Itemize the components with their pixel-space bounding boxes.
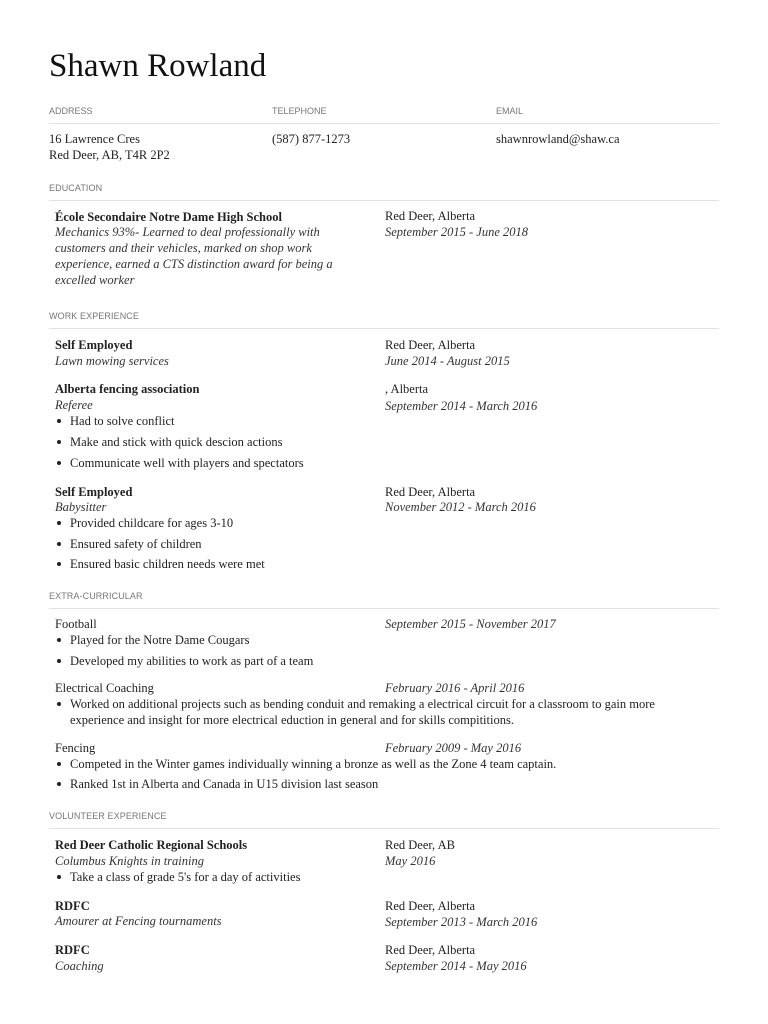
telephone-label: TELEPHONE — [272, 106, 327, 116]
extra-bullet: Competed in the Winter games individually winning a bronze as well as the Zone 4 team captain. — [70, 756, 700, 772]
job-location: Red Deer, Alberta — [385, 485, 476, 499]
job-location: , Alberta — [385, 382, 429, 396]
address-label: ADDRESS — [49, 106, 93, 116]
education-dates: September 2015 - June 2018 — [385, 225, 529, 239]
extra-dates: September 2015 - November 2017 — [385, 617, 556, 631]
job-employer: Self Employed — [55, 338, 133, 352]
volunteer-dates: September 2014 - May 2016 — [385, 959, 527, 973]
job-dates: June 2014 - August 2015 — [385, 354, 510, 368]
volunteer-location: Red Deer, Alberta — [385, 943, 476, 957]
job-role: Lawn mowing services — [55, 354, 169, 368]
email-value: shawnrowland@shaw.ca — [496, 132, 620, 146]
education-location: Red Deer, Alberta — [385, 209, 476, 223]
extra-activity: Football — [55, 617, 97, 631]
volunteer-role: Amourer at Fencing tournaments — [55, 914, 222, 928]
contact-divider — [49, 123, 719, 124]
job-bullet: Communicate well with players and spectators — [70, 455, 304, 471]
volunteer-dates: September 2013 - March 2016 — [385, 915, 538, 929]
extra-dates: February 2016 - April 2016 — [385, 681, 525, 695]
volunteer-org: RDFC — [55, 943, 90, 957]
volunteer-divider — [49, 828, 719, 829]
job-bullet: Ensured safety of children — [70, 536, 202, 552]
extra-title: EXTRA-CURRICULAR — [49, 591, 143, 601]
job-bullet: Make and stick with quick descion actions — [70, 434, 282, 450]
education-school: École Secondaire Notre Dame High School — [55, 210, 282, 224]
email-label: EMAIL — [496, 106, 524, 116]
job-dates: November 2012 - March 2016 — [385, 500, 536, 514]
volunteer-dates: May 2016 — [385, 854, 436, 868]
volunteer-bullet: Take a class of grade 5's for a day of activities — [70, 869, 300, 885]
work-title: WORK EXPERIENCE — [49, 311, 140, 321]
extra-activity: Fencing — [55, 741, 96, 755]
extra-bullet: Ranked 1st in Alberta and Canada in U15 division last season — [70, 776, 700, 792]
job-bullet: Had to solve conflict — [70, 413, 175, 429]
address-line2: Red Deer, AB, T4R 2P2 — [49, 148, 170, 162]
education-description: Mechanics 93%- Learned to deal professionally with customers and their vehicles, marked on shop work experience, earned a CTS distinction award for being a excelled worker — [55, 225, 333, 287]
volunteer-role: Columbus Knights in training — [55, 854, 204, 868]
job-employer: Alberta fencing association — [55, 382, 200, 396]
volunteer-location: Red Deer, AB — [385, 838, 455, 852]
extra-bullet: Developed my abilities to work as part of a team — [70, 653, 313, 669]
job-bullet: Ensured basic children needs were met — [70, 556, 265, 572]
volunteer-location: Red Deer, Alberta — [385, 899, 476, 913]
address-line1: 16 Lawrence Cres — [49, 132, 140, 146]
job-employer: Self Employed — [55, 485, 133, 499]
extra-bullet: Worked on additional projects such as bending conduit and remaking a electrical circuit for a classroom to gain more experience and insight for more electrical eduction in general and for skills compititions. — [70, 696, 700, 728]
extra-bullet: Played for the Notre Dame Cougars — [70, 632, 249, 648]
job-role: Referee — [55, 398, 93, 412]
education-divider — [49, 200, 719, 201]
job-role: Babysitter — [55, 500, 107, 514]
job-bullet: Provided childcare for ages 3-10 — [70, 515, 233, 531]
work-divider — [49, 328, 719, 329]
extra-divider — [49, 608, 719, 609]
telephone-value: (587) 877-1273 — [272, 132, 351, 146]
extra-activity: Electrical Coaching — [55, 681, 154, 695]
education-title: EDUCATION — [49, 183, 103, 193]
job-dates: September 2014 - March 2016 — [385, 399, 538, 413]
job-location: Red Deer, Alberta — [385, 338, 476, 352]
resume-name: Shawn Rowland — [49, 48, 267, 84]
volunteer-role: Coaching — [55, 959, 104, 973]
extra-dates: February 2009 - May 2016 — [385, 741, 522, 755]
volunteer-org: Red Deer Catholic Regional Schools — [55, 838, 248, 852]
volunteer-title: VOLUNTEER EXPERIENCE — [49, 811, 167, 821]
volunteer-org: RDFC — [55, 899, 90, 913]
